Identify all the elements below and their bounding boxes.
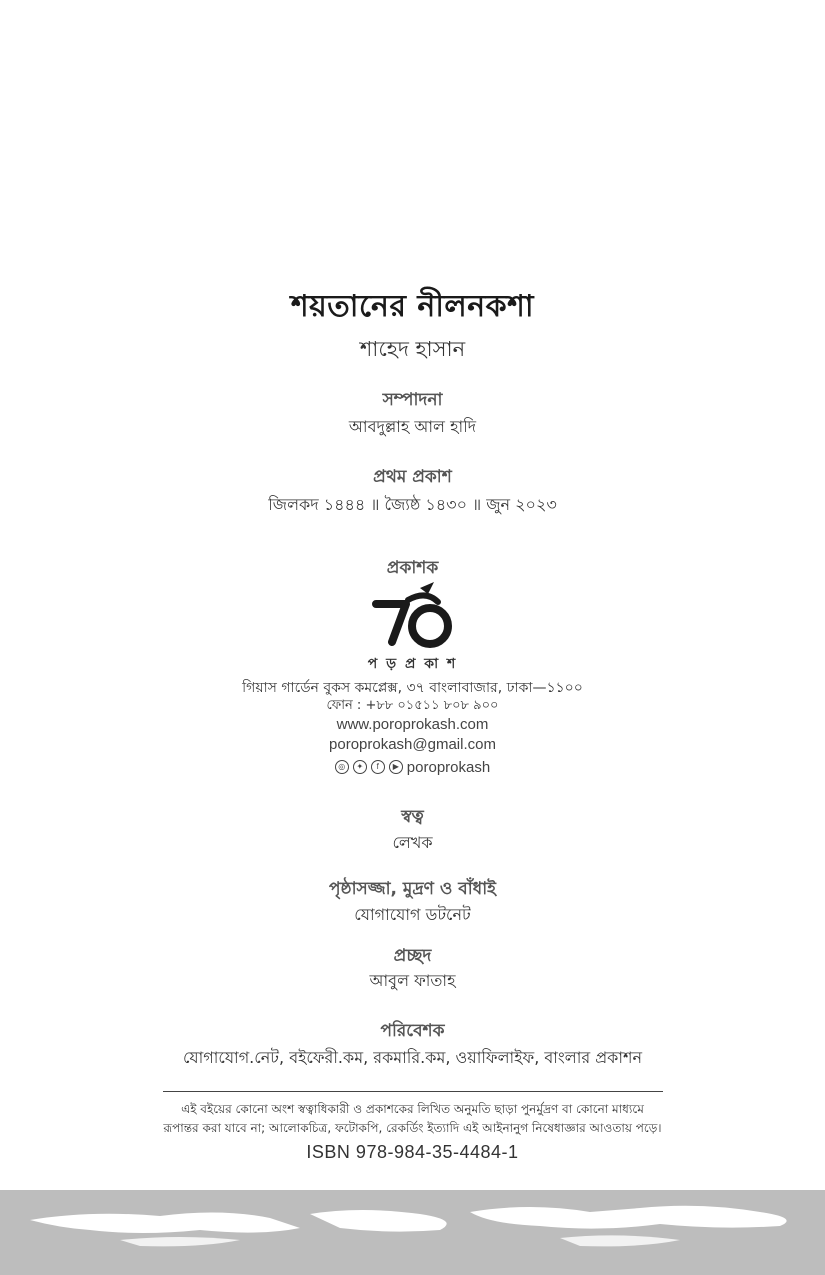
- distributor-value: যোগাযোগ.নেট, বইফেরী.কম, রকমারি.কম, ওয়াফিলাইফ, বাংলার প্রকাশন: [182, 1048, 643, 1067]
- publisher-label: প্রকাশক: [386, 558, 439, 578]
- twitter-icon[interactable]: ✦: [353, 760, 367, 774]
- youtube-icon[interactable]: ▶: [389, 760, 403, 774]
- printing-value: যোগাযোগ ডটনেট: [354, 905, 471, 924]
- notice-line-2: রূপান্তর করা যাবে না; আলোকচিত্র, ফটোকপি, রেকর্ডিং ইত্যাদি এই আইনানুগ নিষেধাজ্ঞার আওতায় পড়ে।: [163, 1121, 662, 1135]
- social-handle[interactable]: poroprokash: [406, 758, 491, 776]
- first-edition-label: প্রথম প্রকাশ: [373, 467, 452, 487]
- publisher-logo-text: প ড় প্র কা শ: [367, 656, 458, 672]
- divider: [163, 1091, 663, 1092]
- publisher-address: গিয়াস গার্ডেন বুকস কমপ্লেক্স, ৩৭ বাংলাবাজার, ঢাকা—১১০০: [242, 680, 583, 696]
- publisher-logo: [368, 582, 458, 652]
- copyright-label: স্বত্ব: [401, 807, 424, 827]
- instagram-icon[interactable]: ◎: [335, 760, 349, 774]
- editing-label: সম্পাদনা: [382, 390, 443, 410]
- facebook-icon[interactable]: f: [371, 760, 385, 774]
- publisher-email[interactable]: poroprokash@gmail.com: [329, 736, 496, 753]
- cover-label: প্রচ্ছদ: [393, 946, 432, 966]
- publisher-phone: ফোন : +৮৮ ০১৫১১ ৮০৮ ৯০০: [326, 698, 499, 713]
- printing-label: পৃষ্ঠাসজ্জা, মুদ্রণ ও বাঁধাই: [329, 879, 496, 899]
- isbn: ISBN 978-984-35-4484-1: [306, 1142, 519, 1162]
- book-title: শয়তানের নীলনকশা: [290, 289, 535, 324]
- publisher-website[interactable]: www.poroprokash.com: [336, 716, 489, 733]
- footer-decoration: [0, 1190, 825, 1275]
- copyright-value: লেখক: [392, 833, 433, 852]
- cover-value: আবুল ফাতাহ: [369, 971, 456, 990]
- first-edition-value: জিলকদ ১৪৪৪ ॥ জ্যৈষ্ঠ ১৪৩০ ॥ জুন ২০২৩: [268, 495, 557, 514]
- distributor-label: পরিবেশক: [380, 1021, 445, 1041]
- editing-value: আবদুল্লাহ আল হাদি: [348, 417, 477, 436]
- book-author: শাহেদ হাসান: [359, 337, 466, 361]
- notice-line-1: এই বইয়ের কোনো অংশ স্বত্বাধিকারী ও প্রকাশকের লিখিত অনুমতি ছাড়া পুনর্মুদ্রণ বা কোনো মাধ্যমে: [181, 1102, 644, 1116]
- social-row: [0, 756, 825, 776]
